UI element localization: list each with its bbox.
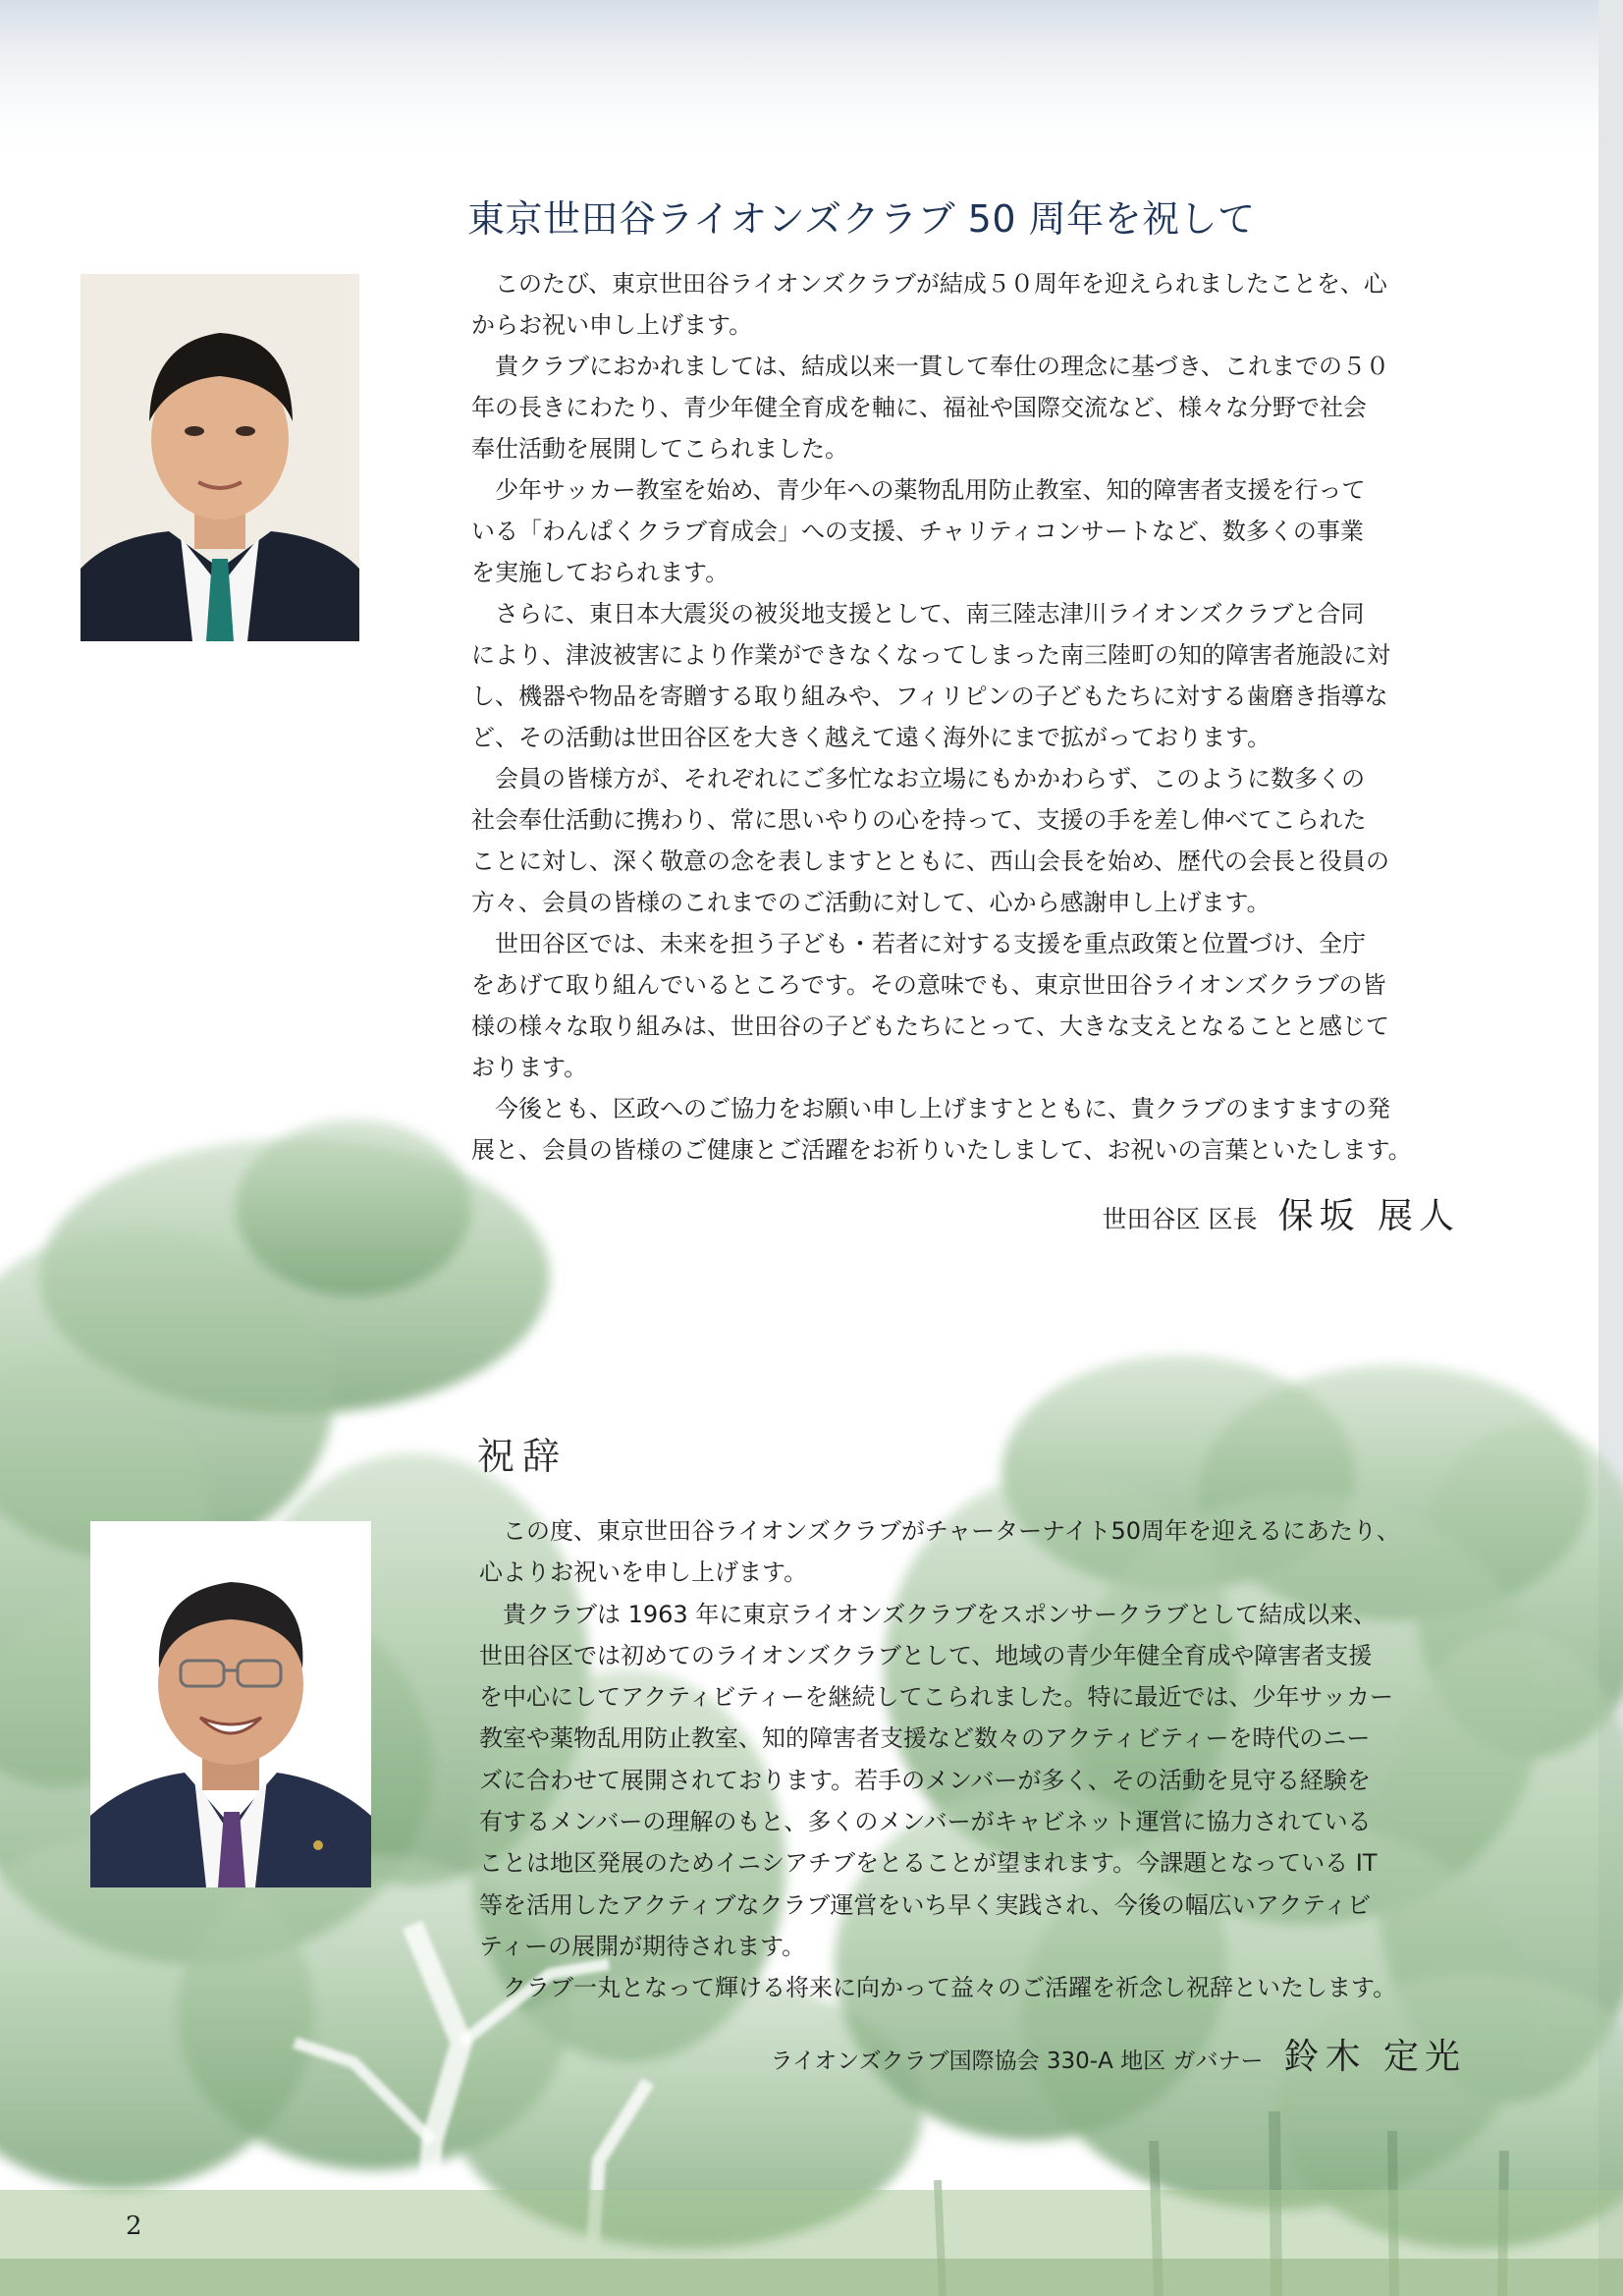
section2-title: 祝辞	[477, 1435, 568, 1478]
section2-line: この度、東京世田谷ライオンズクラブがチャーターナイト50周年を迎えるにあたり、	[479, 1517, 1400, 1545]
section1-signature	[1103, 1188, 1461, 1238]
section1-line: 少年サッカー教室を始め、青少年への薬物乱用防止教室、知的障害者支援を行って	[471, 476, 1366, 504]
section1-line: 会員の皆様方が、それぞれにご多忙なお立場にもかかわらず、このように数多くの	[471, 765, 1366, 793]
section1-line: 今後とも、区政へのご協力をお願い申し上げますとともに、貴クラブのますますの発	[471, 1095, 1390, 1122]
section2-line: 世田谷区では初めてのライオンズクラブとして、地域の青少年健全育成や障害者支援	[479, 1641, 1373, 1669]
page-number: 2	[126, 2212, 142, 2241]
section1-line: このたび、東京世田谷ライオンズクラブが結成５０周年を迎えられましたことを、心	[471, 270, 1387, 298]
section2-signature	[771, 2029, 1466, 2079]
section1-body	[471, 263, 1412, 1171]
section1-line: をあげて取り組んでいるところです。その意味でも、東京世田谷ライオンズクラブの皆	[471, 971, 1386, 999]
section1-line: 世田谷区では、未来を担う子ども・若者に対する支援を重点政策と位置づけ、全庁	[471, 930, 1367, 957]
section1-line: により、津波被害により作業ができなくなってしまった南三陸町の知的障害者施設に対	[471, 641, 1390, 669]
section1-line: 方々、会員の皆様のこれまでのご活動に対して、心から感謝申し上げます。	[471, 889, 1271, 916]
section1-line: さらに、東日本大震災の被災地支援として、南三陸志津川ライオンズクラブと合同	[471, 600, 1365, 628]
signature-name: 鈴木 定光	[1283, 2037, 1466, 2077]
section1-line: ことに対し、深く敬意の念を表しますとともに、西山会長を始め、歴代の会長と役員の	[471, 847, 1390, 875]
section1-line: ど、その活動は世田谷区を大きく越えて遠く海外にまで拡がっております。	[471, 724, 1271, 751]
section1-line: を実施しておられます。	[471, 559, 730, 586]
section2-line: 貴クラブは 1963 年に東京ライオンズクラブをスポンサークラブとして結成以来、	[479, 1600, 1378, 1628]
section1-line: からお祝い申し上げます。	[471, 311, 753, 339]
section2-line: ティーの展開が期待されます。	[479, 1932, 806, 1960]
section1-line: し、機器や物品を寄贈する取り組みや、フィリピンの子どもたちに対する歯磨き指導な	[471, 683, 1388, 710]
section1-title: 東京世田谷ライオンズクラブ 50 周年を祝して	[467, 197, 1256, 241]
signature-title: ライオンズクラブ国際協会 330-A 地区 ガバナー	[770, 2049, 1264, 2074]
section2-line: クラブ一丸となって輝ける将来に向かって益々のご活躍を祈念し祝辞といたします。	[479, 1974, 1397, 2002]
section2-line: 等を活用したアクティブなクラブ運営をいち早く実践され、今後の幅広いアクティビ	[479, 1890, 1372, 1919]
signature-title: 世田谷区 区長	[1102, 1205, 1258, 1233]
section2-line: 教室や薬物乱用防止教室、知的障害者支援など数々のアクティビティーを時代のニー	[479, 1724, 1371, 1753]
governor-portrait-photo	[90, 1521, 371, 1887]
section1-line: いる「わんぱくクラブ育成会」への支援、チャリティコンサートなど、数多くの事業	[471, 518, 1364, 545]
mayor-portrait-photo	[81, 274, 359, 641]
signature-name: 保坂 展人	[1277, 1196, 1460, 1236]
section2-line: ズに合わせて展開されております。若手のメンバーが多く、その活動を見守る経験を	[479, 1766, 1371, 1794]
section1-line: 年の長きにわたり、青少年健全育成を軸に、福祉や国際交流など、様々な分野で社会	[471, 394, 1367, 421]
section1-line: 社会奉仕活動に携わり、常に思いやりの心を持って、支援の手を差し伸べてこられた	[471, 806, 1367, 834]
section2-line: を中心にしてアクティビティーを継続してこられました。特に最近では、少年サッカー	[479, 1683, 1393, 1712]
section1-line: 展と、会員の皆様のご健康とご活躍をお祈りいたしまして、お祝いの言葉といたします。	[471, 1136, 1412, 1164]
section2-line: 心よりお祝いを申し上げます。	[479, 1558, 808, 1587]
section2-line: 有するメンバーの理解のもと、多くのメンバーがキャビネット運営に協力されている	[479, 1808, 1372, 1836]
section2-line: ことは地区発展のためイニシアチブをとることが望まれます。今課題となっている IT	[479, 1849, 1378, 1878]
section1-line: 様の様々な取り組みは、世田谷の子どもたちにとって、大きな支えとなることと感じて	[471, 1012, 1390, 1040]
section1-line: 貴クラブにおかれましては、結成以来一貫して奉仕の理念に基づき、これまでの５０	[471, 353, 1390, 380]
section2-body	[479, 1510, 1400, 2009]
section1-line: 奉仕活動を展開してこられました。	[471, 435, 848, 463]
section1-line: おります。	[471, 1054, 588, 1081]
